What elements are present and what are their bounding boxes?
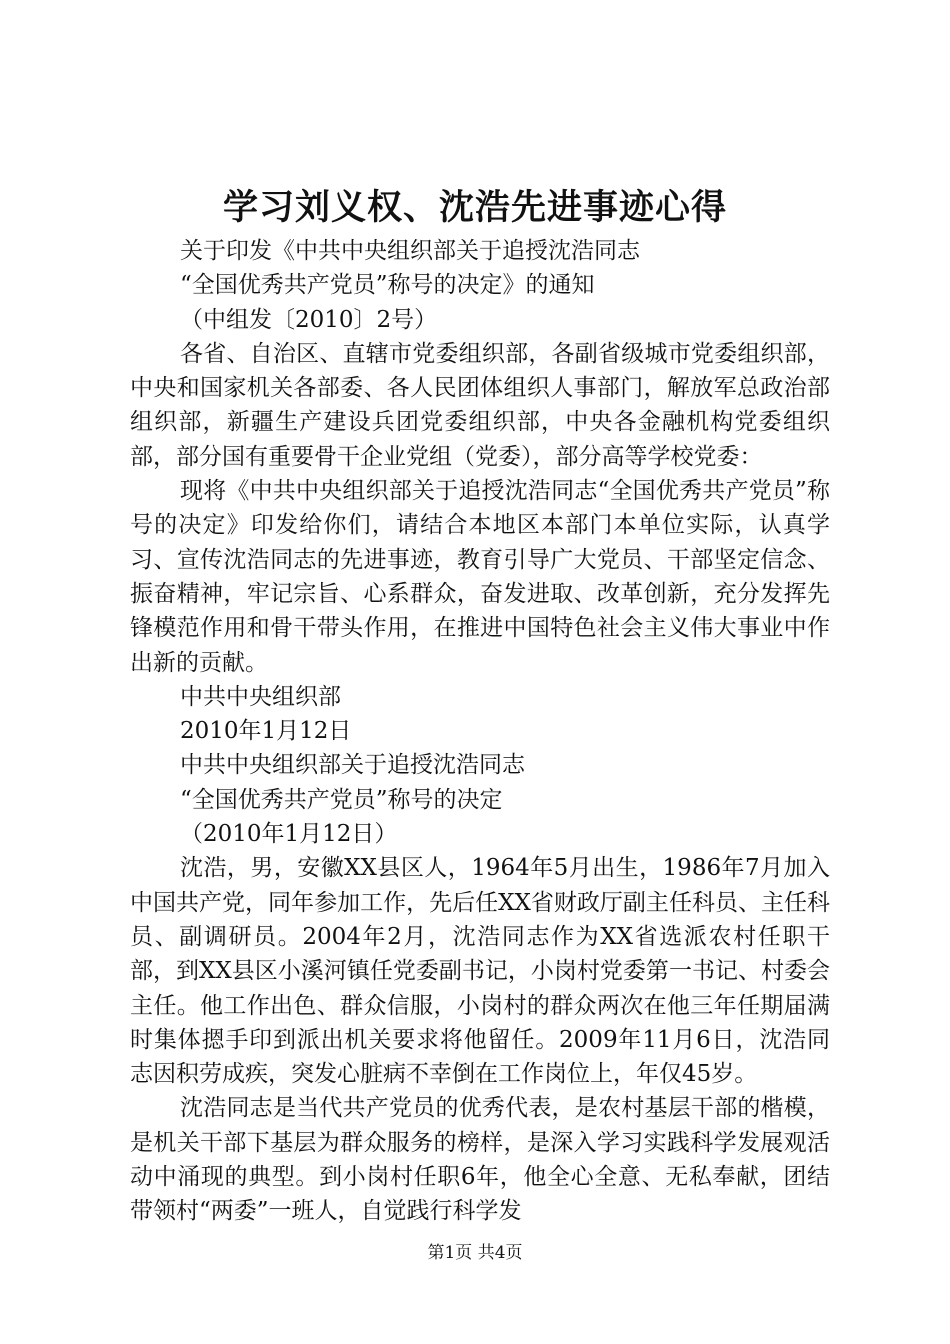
- notice-body-paragraph: 现将《中共中央组织部关于追授沈浩同志“全国优秀共产党员”称号的决定》印发给你们，请结合本地区本部门本单位实际，认真学习、宣传沈浩同志的先进事迹，教育引导广大党员、干部坚定信念、振奋精神，牢记宗旨、心系群众，奋发进取、改革创新，充分发挥先锋模范作用和骨干带头作用，在推进中国特色社会主义伟大事业中作出新的贡献。: [130, 478, 830, 676]
- page-number-footer: 第1页 共4页: [427, 1243, 523, 1263]
- notice-date: 2010年1月12日: [180, 718, 352, 745]
- notice-heading-line-1: 关于印发《中共中央组织部关于追授沈浩同志: [180, 238, 640, 264]
- notice-issuer: 中共中央组织部: [180, 683, 341, 710]
- notice-recipients-paragraph: 各省、自治区、直辖市党委组织部，各副省级城市党委组织部，中央和国家机关各部委、各人民团体组织人事部门，解放军总政治部组织部，新疆生产建设兵团党委组织部，中央各金融机构党委组织部，部分国有重要骨干企业党组（党委），部分高等学校党委：: [130, 340, 830, 470]
- document-title: 学习刘义权、沈浩先进事迹心得: [222, 187, 727, 228]
- biography-paragraph: 沈浩，男，安徽XX县区人，1964年5月出生，1986年7月加入中国共产党，同年参加工作，先后任XX省财政厅副主任科员、主任科员、副调研员。2004年2月，沈浩同志作为XX省选派农村任职干部，到XX县区小溪河镇任党委副书记，小岗村党委第一书记、村委会主任。他工作出色、群众信服，小岗村的群众两次在他三年任期届满时集体摁手印到派出机关要求将他留任。2009年11月6日，沈浩同志因积劳成疾，突发心脏病不幸倒在工作岗位上，年仅45岁。: [130, 855, 830, 1088]
- evaluation-paragraph: 沈浩同志是当代共产党员的优秀代表，是农村基层干部的楷模，是机关干部下基层为群众服务的榜样，是深入学习实践科学发展观活动中涌现的典型。到小岗村任职6年，他全心全意、无私奉献，团结带领村“两委”一班人，自觉践行科学发: [130, 1095, 830, 1225]
- notice-document-number: （中组发〔2010〕2号）: [180, 306, 438, 333]
- notice-heading-line-2: “全国优秀共产党员”称号的决定》的通知: [180, 272, 595, 299]
- decision-heading-line-2: “全国优秀共产党员”称号的决定: [180, 786, 503, 813]
- document-body: [130, 234, 830, 1229]
- decision-heading-line-1: 中共中央组织部关于追授沈浩同志: [180, 752, 525, 779]
- decision-date: （2010年1月12日）: [180, 821, 398, 848]
